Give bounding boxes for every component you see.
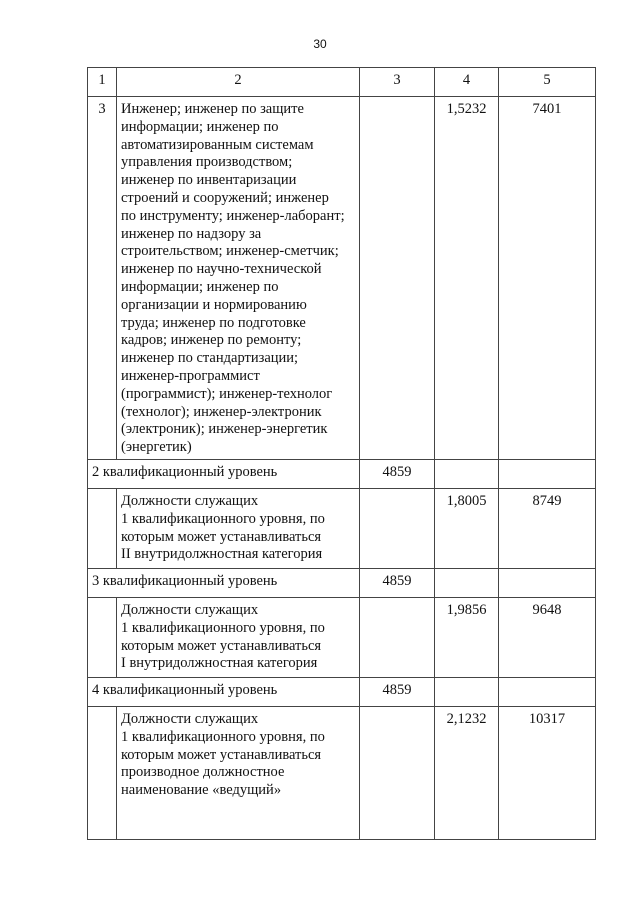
text-line: которым может устанавливаться xyxy=(121,637,322,654)
table-row xyxy=(88,97,596,460)
text-line: строений и сооружений; инженер xyxy=(121,189,329,206)
level-base-salary: 4859 xyxy=(360,677,435,706)
page-number: 30 xyxy=(313,37,327,51)
header-row xyxy=(88,68,596,97)
text-line: инженер по стандартизации; xyxy=(121,350,299,367)
row-number xyxy=(88,706,117,839)
text-line: II внутридолжностная категория xyxy=(121,546,323,563)
position-list xyxy=(117,706,360,839)
text-line: (технолог); инженер-электроник xyxy=(121,403,322,420)
table-row xyxy=(88,597,596,677)
position-list xyxy=(117,597,360,677)
salary: 10317 xyxy=(499,706,596,839)
text-line: строительством; инженер-сметчик; xyxy=(121,243,339,260)
text-line: Должности служащих xyxy=(121,492,259,509)
text-line: Инженер; инженер по защите xyxy=(121,101,304,117)
text-line: управления производством; xyxy=(121,154,293,171)
header-col-1: 1 xyxy=(88,68,117,97)
base-salary-cell xyxy=(360,97,435,460)
base-salary-cell xyxy=(360,488,435,568)
text-line: автоматизированным системам xyxy=(121,136,314,153)
level-row xyxy=(88,459,596,488)
empty-cell xyxy=(435,677,499,706)
text-line: которым может устанавливаться xyxy=(121,528,322,545)
text-line: труда; инженер по подготовке xyxy=(121,314,306,331)
qualification-table xyxy=(87,67,596,840)
coefficient: 1,8005 xyxy=(435,488,499,568)
base-salary-cell xyxy=(360,597,435,677)
salary: 9648 xyxy=(499,597,596,677)
text-line: 1 квалификационного уровня, по xyxy=(121,510,325,527)
text-line: которым может устанавливаться xyxy=(121,746,322,763)
text-line: инженер по инвентаризации xyxy=(121,172,297,189)
text-line: (электроник); инженер-энергетик xyxy=(121,421,328,438)
empty-cell xyxy=(499,677,596,706)
level-row xyxy=(88,568,596,597)
row-number xyxy=(88,488,117,568)
text-line: инженер-программист xyxy=(121,367,260,384)
text-line: 1 квалификационного уровня, по xyxy=(121,728,325,745)
salary: 7401 xyxy=(499,97,596,460)
text-line: информации; инженер по xyxy=(121,278,279,295)
text-line: инженер по надзору за xyxy=(121,225,262,242)
position-list xyxy=(117,488,360,568)
level-label: 4 квалификационный уровень xyxy=(88,677,360,706)
empty-cell xyxy=(435,459,499,488)
coefficient: 1,5232 xyxy=(435,97,499,460)
coefficient: 2,1232 xyxy=(435,706,499,839)
header-col-2: 2 xyxy=(117,68,360,97)
level-label: 3 квалификационный уровень xyxy=(88,568,360,597)
text-line: кадров; инженер по ремонту; xyxy=(121,332,302,349)
header-col-5: 5 xyxy=(499,68,596,97)
header-col-4: 4 xyxy=(435,68,499,97)
row-number xyxy=(88,597,117,677)
header-col-3: 3 xyxy=(360,68,435,97)
text-line: информации; инженер по xyxy=(121,118,279,135)
text-line: (энергетик) xyxy=(121,439,192,456)
position-list xyxy=(117,97,360,460)
coefficient: 1,9856 xyxy=(435,597,499,677)
text-line: организации и нормированию xyxy=(121,296,307,313)
level-base-salary: 4859 xyxy=(360,568,435,597)
text-line: Должности служащих xyxy=(121,601,259,618)
table-row xyxy=(88,488,596,568)
level-label: 2 квалификационный уровень xyxy=(88,459,360,488)
text-line: 1 квалификационного уровня, по xyxy=(121,619,325,636)
text-line: по инструменту; инженер-лаборант; xyxy=(121,207,345,224)
text-line: Должности служащих xyxy=(121,710,259,727)
salary: 8749 xyxy=(499,488,596,568)
empty-cell xyxy=(499,568,596,597)
text-line: производное должностное xyxy=(121,764,285,781)
text-line: инженер по научно-технической xyxy=(121,261,322,278)
level-base-salary: 4859 xyxy=(360,459,435,488)
table-row xyxy=(88,706,596,839)
empty-cell xyxy=(499,459,596,488)
empty-cell xyxy=(435,568,499,597)
text-line: наименование «ведущий» xyxy=(121,782,282,799)
text-line: I внутридолжностная категория xyxy=(121,655,318,672)
level-row xyxy=(88,677,596,706)
text-line: (программист); инженер-технолог xyxy=(121,385,333,402)
row-number: 3 xyxy=(88,97,117,460)
base-salary-cell xyxy=(360,706,435,839)
